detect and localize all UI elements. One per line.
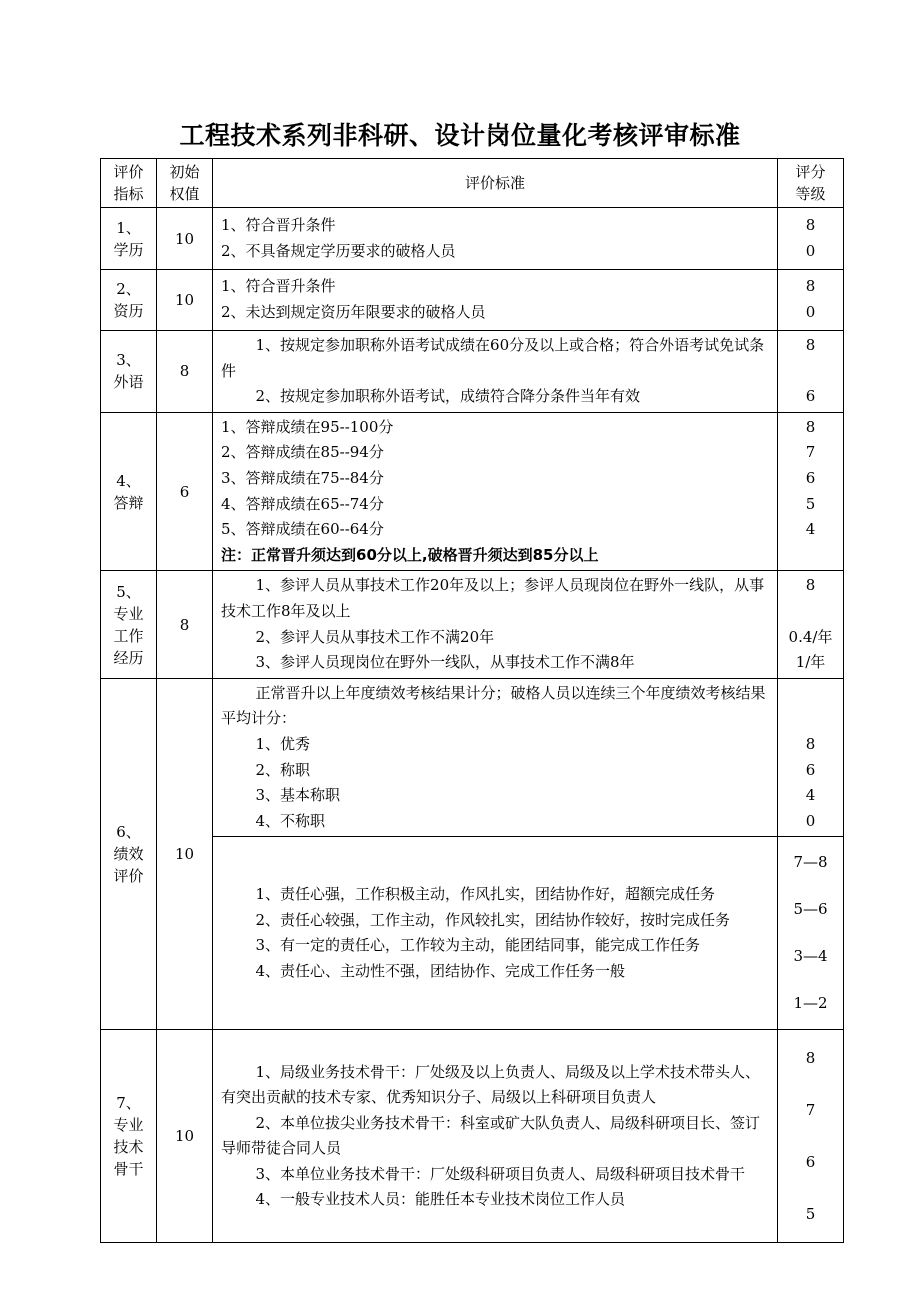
header-grade: 评分 等级 — [778, 159, 844, 208]
indicator-cell: 1、 学历 — [101, 208, 157, 270]
table-header-row — [101, 159, 844, 208]
criteria-cell: 1、符合晋升条件 2、未达到规定资历年限要求的破格人员 — [213, 270, 778, 331]
grade-cell: 8 0 — [778, 208, 844, 270]
grade-cell: 7—8 5—6 3—4 1—2 — [778, 837, 844, 1030]
table-row — [101, 331, 844, 413]
criteria-cell: 正常晋升以上年度绩效考核结果计分；破格人员以连续三个年度绩效考核结果平均计分： 1、优秀 2、称职 3、基本称职 4、不称职 — [213, 678, 778, 837]
table-row — [101, 412, 844, 571]
weight-cell: 8 — [157, 571, 213, 678]
weight-cell: 10 — [157, 1030, 213, 1243]
indicator-cell: 4、 答辩 — [101, 412, 157, 571]
criteria-cell: 1、符合晋升条件 2、不具备规定学历要求的破格人员 — [213, 208, 778, 270]
criteria-cell: 1、责任心强，工作积极主动，作风扎实，团结协作好，超额完成任务 2、责任心较强，工作主动，作风较扎实，团结协作较好，按时完成任务 3、有一定的责任心，工作较为主动，能团结同事，能完成工作任务 4、责任心、主动性不强，团结协作、完成工作任务一般 — [213, 837, 778, 1030]
weight-cell: 10 — [157, 270, 213, 331]
table-row — [101, 208, 844, 270]
weight-cell: 10 — [157, 208, 213, 270]
header-criteria: 评价标准 — [213, 159, 778, 208]
header-weight: 初始 权值 — [157, 159, 213, 208]
weight-cell: 10 — [157, 678, 213, 1030]
grade-cell: 8 7 6 5 — [778, 1030, 844, 1243]
table-row — [101, 1030, 844, 1243]
weight-cell: 8 — [157, 331, 213, 413]
grade-cell: 8 7 6 5 4 — [778, 412, 844, 571]
criteria-cell: 1、参评人员从事技术工作20年及以上；参评人员现岗位在野外一线队，从事技术工作8年及以上 2、参评人员从事技术工作不满20年 3、参评人员现岗位在野外一线队，从事技术工作不满8年 — [213, 571, 778, 678]
table-row — [101, 837, 844, 1030]
indicator-cell: 2、 资历 — [101, 270, 157, 331]
defense-note: 注：正常晋升须达到60分以上,破格晋升须达到85分以上 — [221, 545, 599, 564]
grade-cell: 8 0.4/年 1/年 — [778, 571, 844, 678]
criteria-cell: 1、按规定参加职称外语考试成绩在60分及以上或合格；符合外语考试免试条件 2、按规定参加职称外语考试，成绩符合降分条件当年有效 — [213, 331, 778, 413]
table-row — [101, 678, 844, 837]
grade-cell: 8 6 4 0 — [778, 678, 844, 837]
table-row — [101, 270, 844, 331]
evaluation-table — [100, 158, 844, 1243]
header-indicator: 评价 指标 — [101, 159, 157, 208]
criteria-cell: 1、答辩成绩在95--100分 2、答辩成绩在85--94分 3、答辩成绩在75--84分 4、答辩成绩在65--74分 5、答辩成绩在60--64分 注：正常晋升须达到60分以上,破格晋升须达到85分以上 — [213, 412, 778, 571]
indicator-cell: 3、 外语 — [101, 331, 157, 413]
grade-cell: 8 6 — [778, 331, 844, 413]
grade-cell: 8 0 — [778, 270, 844, 331]
indicator-cell: 5、 专业 工作 经历 — [101, 571, 157, 678]
table-row — [101, 571, 844, 678]
criteria-cell: 1、局级业务技术骨干：厂处级及以上负责人、局级及以上学术技术带头人、有突出贡献的技术专家、优秀知识分子、局级以上科研项目负责人 2、本单位拔尖业务技术骨干：科室或矿大队负责人、局级科研项目长、签订导师带徒合同人员 3、本单位业务技术骨干：厂处级科研项目负责人、局级科研项目技术骨干 4、一般专业技术人员：能胜任本专业技术岗位工作人员 — [213, 1030, 778, 1243]
page-title: 工程技术系列非科研、设计岗位量化考核评审标准 — [179, 121, 741, 150]
indicator-cell: 6、 绩效 评价 — [101, 678, 157, 1030]
indicator-cell: 7、 专业 技术 骨干 — [101, 1030, 157, 1243]
weight-cell: 6 — [157, 412, 213, 571]
